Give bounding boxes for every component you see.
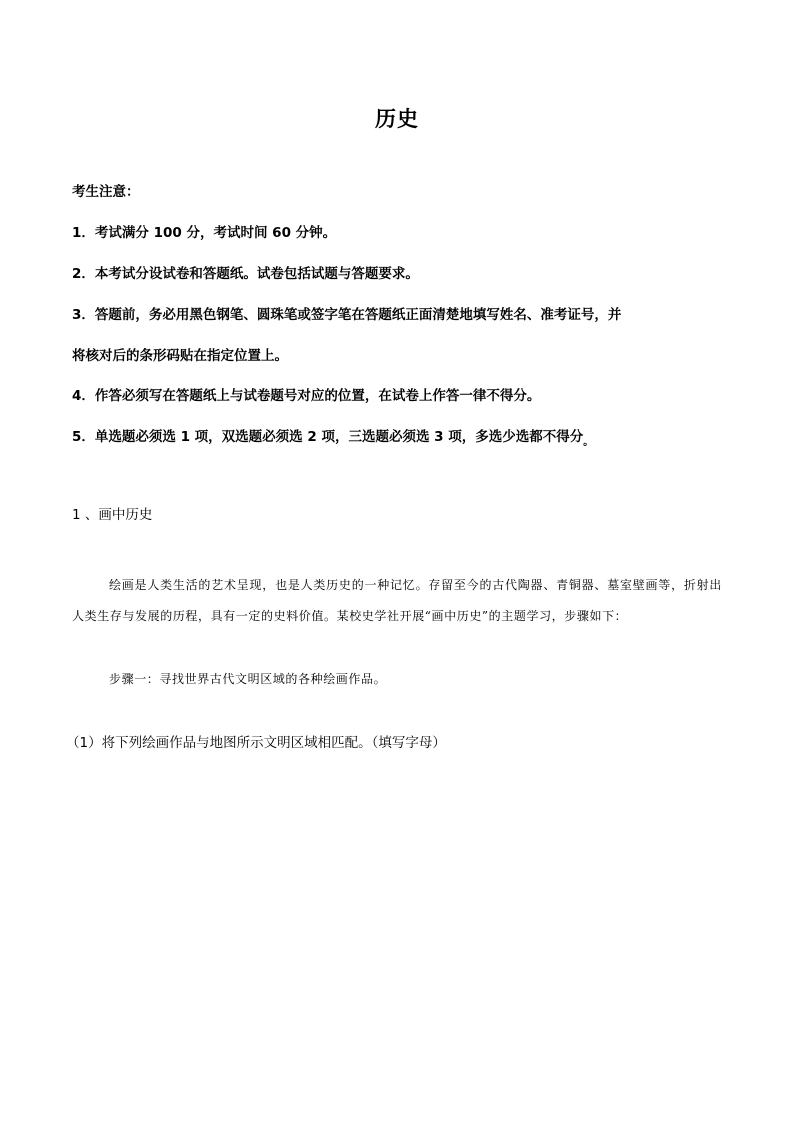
notice-item-5-text: 5．单选题必须选 1 项，双选题必须选 2 项，三选题必须选 3 项，多选少选都不得分 bbox=[72, 429, 584, 445]
notice-item-3: 3．答题前，务必用黑色钢笔、圆珠笔或签字笔在答题纸正面清楚地填写姓名、准考证号，并 bbox=[72, 307, 622, 323]
notice-heading: 考生注意： bbox=[72, 184, 140, 200]
notice-item-2: 2．本考试分设试卷和答题纸。试卷包括试题与答题要求。 bbox=[72, 266, 419, 282]
section-heading: 1 、画中历史 bbox=[72, 507, 153, 523]
notice-item-5 bbox=[72, 425, 593, 448]
material-paragraph-1: 绘画是人类生活的艺术呈现，也是人类历史的一种记忆。存留至今的古代陶器、青铜器、墓室壁画等，折射出人类生存与发展的历程，具有一定的史料价值。某校史学社开展“画中历史”的主题学习，步骤如下： bbox=[72, 578, 722, 623]
notice-item-4: 4．作答必须写在答题纸上与试卷题号对应的位置，在试卷上作答一律不得分。 bbox=[72, 388, 541, 404]
page-title: 历史 bbox=[375, 107, 419, 131]
notice-item-1: 1．考试满分 100 分，考试时间 60 分钟。 bbox=[72, 225, 337, 241]
notice-item-3-continued: 将核对后的条形码贴在指定位置上。 bbox=[72, 348, 288, 364]
notice-item-5-period: 。 bbox=[583, 437, 594, 448]
material-paragraph-2: 步骤一：寻找世界古代文明区域的各种绘画作品。 bbox=[109, 672, 387, 686]
question-1: （1）将下列绘画作品与地图所示文明区域相匹配。（填写字母） bbox=[66, 735, 446, 751]
